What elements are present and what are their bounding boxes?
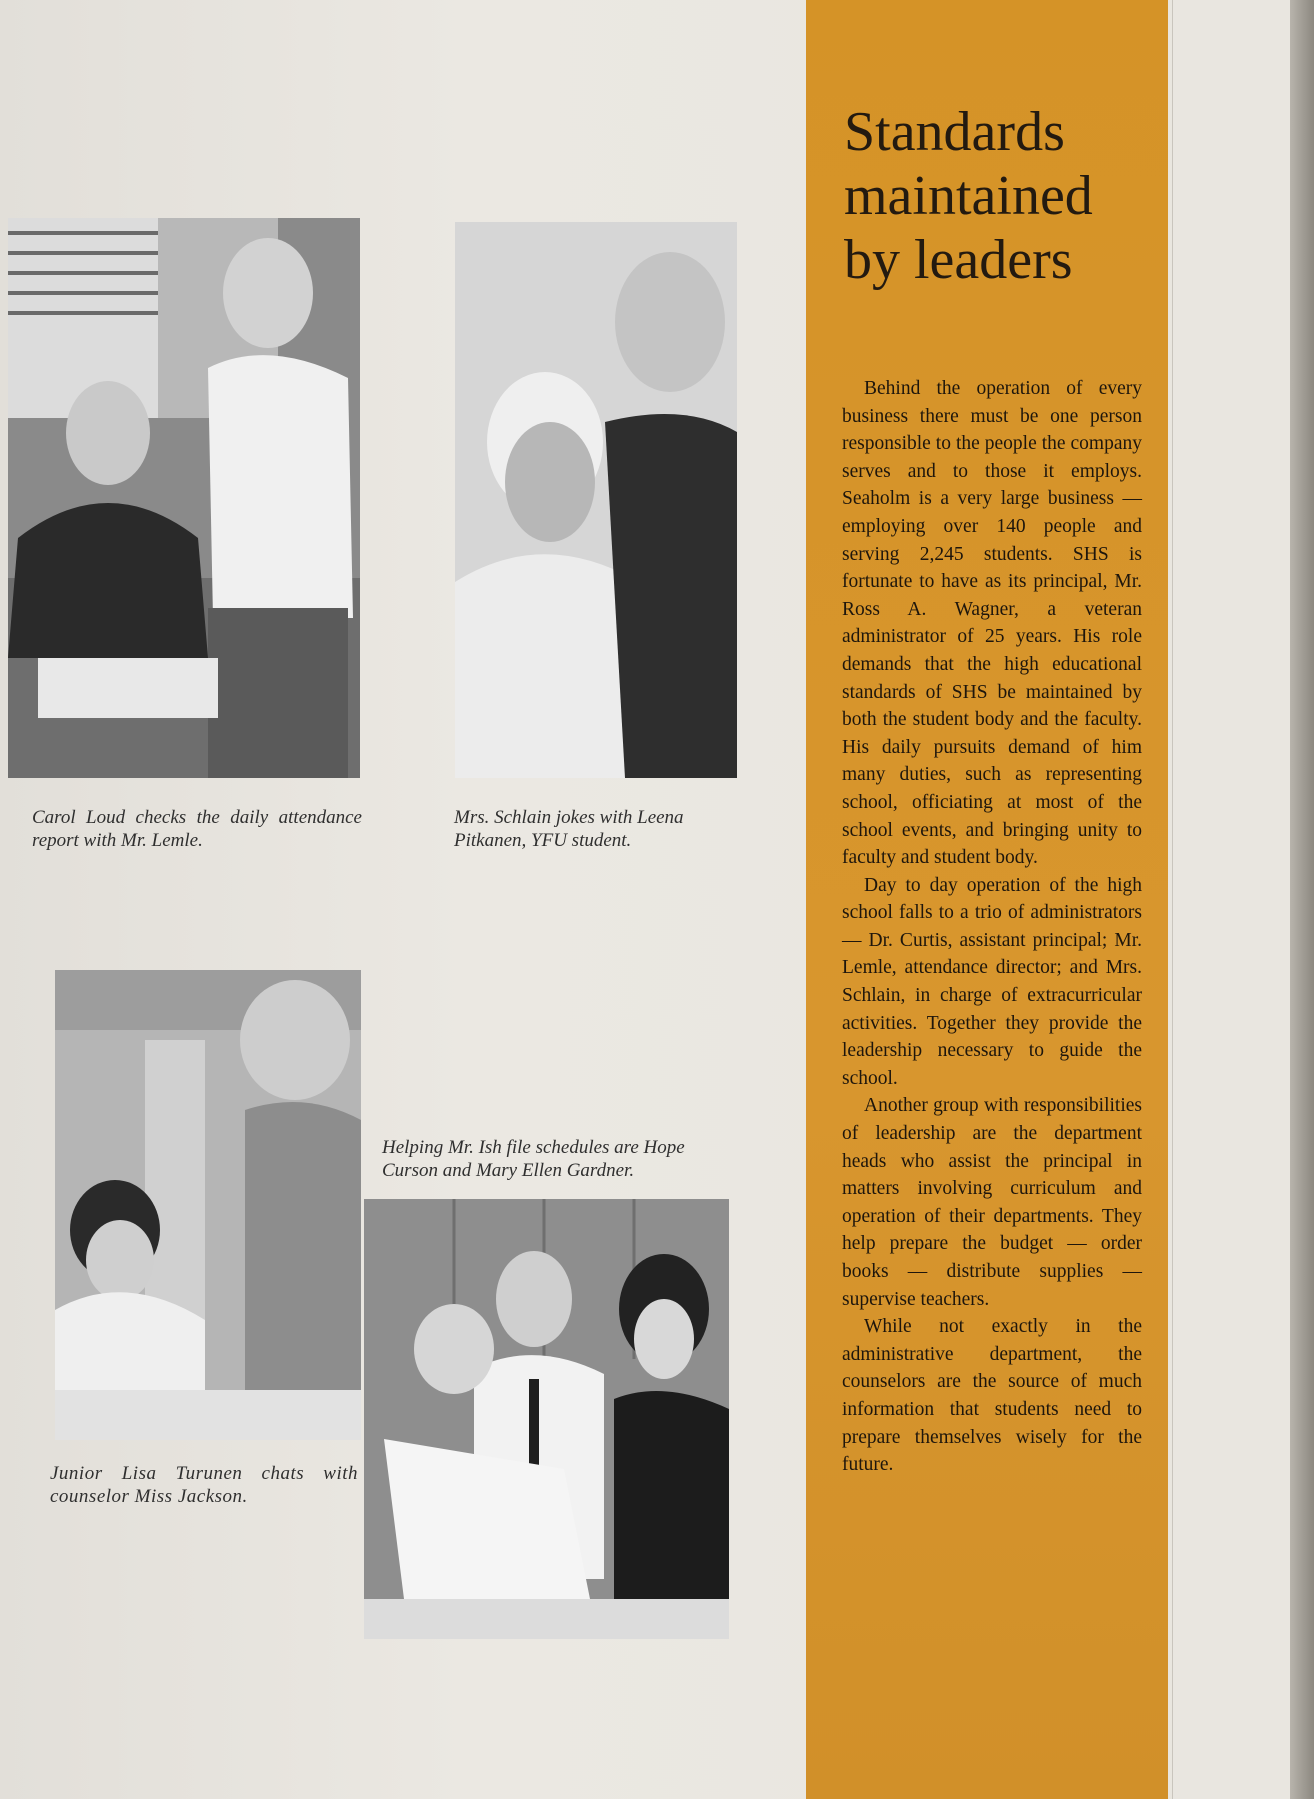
photo-counselor-jackson (55, 970, 361, 1440)
article-paragraph-1: Behind the operation of every business there must be one person responsible to the people the company serves and to those it employs. Seaholm is a very large business — employing over 140 people and serving 2,245 students. SHS is fortunate to have as its principal, Mr. Ross A. Wagner, a veteran administrator of 25 years. His role demands that the high educational standards of SHS be maintained by both the student body and the faculty. His daily pursuits demand of him many duties, such as representing school, officiating at most of the school events, and bringing unity to faculty and student body. (842, 378, 1142, 869)
article-paragraph-3: Another group with responsibilities of leadership are the department heads who assist the principal in matters involving curriculum and operation of their departments. They help prepare the budget — order books — distribute supplies — supervise teachers. (842, 1095, 1142, 1310)
title-line-3: by leaders (844, 229, 1073, 291)
photo-attendance-report (8, 218, 360, 778)
photo-file-schedules (364, 1199, 729, 1639)
next-page-sheet (1172, 0, 1291, 1799)
binding-shadow (1290, 0, 1314, 1799)
photo-schlain-pitkanen (455, 222, 737, 778)
next-page-edge (1172, 0, 1314, 1799)
caption-photo-3: Junior Lisa Turunen chats with counselor Miss Jackson. (50, 1463, 358, 1507)
article-paragraph-4: While not exactly in the administrative department, the counselors are the source of much information that students need to prepare themselves wisely for the future. (842, 1316, 1142, 1476)
caption-photo-2: Mrs. Schlain jokes with Leena Pitkanen, YFU student. (454, 807, 684, 851)
page-title (844, 100, 1154, 292)
caption-photo-4: Helping Mr. Ish file schedules are Hope Curson and Mary Ellen Gardner. (382, 1137, 685, 1181)
article-paragraph-2: Day to day operation of the high school falls to a trio of administrators — Dr. Curtis, assistant principal; Mr. Lemle, attendance director; and Mrs. Schlain, in charge of extracurricular activities. Together they provide the leadership necessary to guide the school. (842, 874, 1142, 1089)
article-panel (806, 0, 1168, 1799)
title-line-2: maintained (844, 165, 1093, 227)
caption-photo-1: Carol Loud checks the daily attendance report with Mr. Lemle. (32, 807, 362, 851)
title-line-1: Standards (844, 101, 1065, 163)
article-body (842, 375, 1142, 1479)
